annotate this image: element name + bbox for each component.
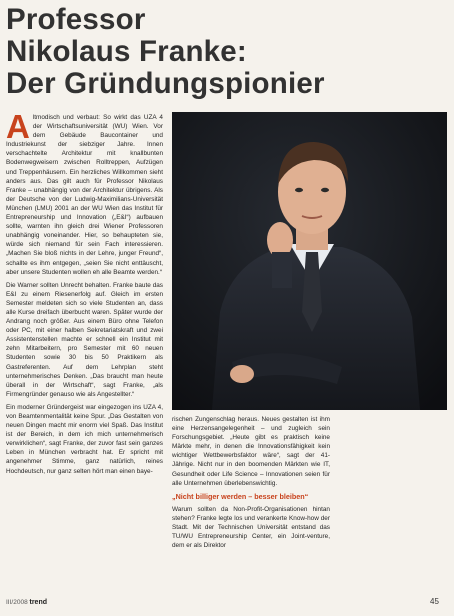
article-title xyxy=(6,4,446,100)
right-text-column xyxy=(172,415,330,595)
footer-issue xyxy=(6,599,47,606)
title-line-3: Der Gründungspionier xyxy=(6,67,325,100)
intro-paragraph xyxy=(6,113,163,277)
paragraph-3: Ein moderner Gründergeist war eingezogen ins UZA 4, von Beamtenmentalität keine Spur. „Das Gestalten von neuen Dingen macht mir enorm viel Spaß. Das Institut ist der Bereich, in dem ich mich unternehmerisch verwirklichen“, sagt Franke, der zuvor fast sein ganzes Leben in München verbracht hat. Er spricht mit angenehmer Stimme, ganz natürlich, reines Hochdeutsch, nur ganz selten hört man einen baye- xyxy=(6,403,163,475)
issue-number: III/2008 xyxy=(6,599,28,606)
paragraph-2: Die Warner sollten Unrecht behalten. Franke baute das E&I zu einem Riesenerfolg auf. Gleich im ersten Semester meldeten sich so viele Studenten an, dass alle Kurse dreifach überbucht waren. Später wurde der Andrang noch größer. Aus einem Büro ohne Telefon oder PC, mit einer halben Sekretariatskraft und zwei Assistentenstellen machte er schnell ein Institut mit zehn Mitarbeitern, pro Semester mit 60 neuen Studenten sowie 30 bis 50 Praktikern als Gastreferenten. Auf dem Lehrplan steht unternehmerisches Denken. „Das braucht man heute überall in der Wirtschaft“, sagt Franke, „als Firmengründer genauso wie als Angestellter.“ xyxy=(6,281,163,398)
title-line-2: Nikolaus Franke: xyxy=(6,35,247,68)
portrait-photo xyxy=(172,112,447,410)
drop-cap: A xyxy=(6,113,30,145)
right-paragraph-2: Warum sollten da Non-Profit-Organisationen hintan stehen? Franke legte los und verankerte Know-how der Stadt. Mit der Technischen Universität entstand das TU/WU Entrepreneurship Center, ein Joint-venture, dem er als Direktor xyxy=(172,505,330,550)
magazine-name: trend xyxy=(29,599,47,606)
subheading: „Nicht billiger werden – besser bleiben“ xyxy=(172,491,309,501)
right-paragraph-1: rischen Zungenschlag heraus. Neues gestalten ist ihm eine Herzensangelegenheit – und zugleich sein Forschungsgebiet. „Heute gibt es praktisch keine Märkte mehr, in denen die Innovationsfähigkeit kein wichtiger Wettbewerbsfaktor wäre“, sagt der 41-Jährige. Nicht nur in den boomenden Märkten wie IT, Gesundheit oder Life Science – Innovationen seien für alle Unternehmen überlebenswichtig. xyxy=(172,416,330,487)
page-number: 45 xyxy=(430,597,439,606)
intro-text: ltmodisch und verbaut: So wirkt das UZA 4 der Wirtschaftsuniversität (WU) Wien. Vor dem Gebäude Baucontainer und Industriekunst der siebziger Jahre. Innen verschachtelte Architektur mit knallbunten Bodenwegweisern zwischen Rolltreppen, Aufzügen und Treppenhäusern. Ein herzliches Willkommen sieht anders aus. Das gilt auch für Professor Nikolaus Franke – unabhängig von der Architektur übrigens. Als der Deutsche von der Ludwig-Maximilians-Universität München (LMU) 2001 an der WU Wien das Institut für Entrepreneurship und Innovation („E&I“) aufbauen sollte, warnten ihn gleich drei Wiener Professoren unabhängig voneinander. Hier, so behaupteten sie, würde sich niemand für sein Fach interessieren. „Machen Sie bloß nichts in der Lehre, junger Freund“, schallte es ihm entgegen, „seien Sie nicht enttäuscht, aber unsere Studenten wollen eh alle Beamte werden.“ xyxy=(6,114,163,276)
title-line-1: Professor xyxy=(6,3,146,36)
left-text-column xyxy=(6,113,163,591)
